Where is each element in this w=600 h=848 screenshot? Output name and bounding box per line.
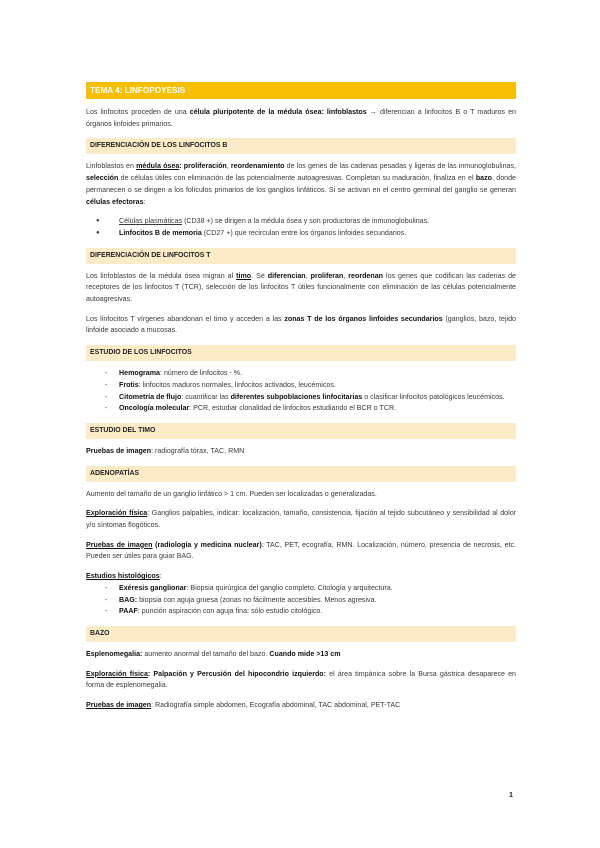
- section-header-linfocitos-b: DIFERENCIACIÓN DE LOS LINFOCITOS B: [86, 138, 516, 154]
- celulas-efectoras-list: [86, 216, 516, 239]
- list-item: - Frotis: linfocitos maduros normales, linfocitos activados, leucémicos.: [86, 380, 516, 392]
- adenopatias-paragraph-3: Pruebas de imagen (radiología y medicina nuclear): TAC, PET, ecografía, RMN. Localización, número, presencia de necrosis, etc. Pueden ser útiles para guiar BAG.: [86, 540, 516, 561]
- dash-icon: -: [105, 380, 108, 389]
- section-header-estudio-linfocitos: ESTUDIO DE LOS LINFOCITOS: [86, 345, 516, 361]
- list-item: - BAG: biopsia con aguja gruesa (zonas no fácilmente accesibles. Menos agresiva.: [86, 595, 516, 607]
- dash-icon: -: [105, 369, 108, 378]
- list-item: ● Linfocitos B de memoria (CD27 +) que recirculan entre los órganos linfoides secundarios.: [86, 228, 516, 240]
- estudio-linfocitos-list: [86, 368, 516, 415]
- bazo-paragraph-3: Pruebas de imagen: Radiografía simple abdomen, Ecografía abdominal, TAC abdominal, PET-TAC: [86, 701, 401, 710]
- dash-icon: -: [105, 607, 108, 616]
- section-header-bazo: BAZO: [86, 626, 516, 642]
- linfocitos-t-paragraph-1: Los linfoblastos de la médula ósea migran al timo. Se diferencian, proliferan, reordenan los genes que codifican las cadenas de receptores de los linfocitos T (TCR), selección de los linfocitos T útiles funcionalmente con eliminación de las células potencialmente autoagresivas.: [86, 271, 516, 304]
- dash-icon: -: [105, 392, 108, 401]
- page-title: TEMA 4: LINFOPOYESIS: [86, 82, 516, 99]
- section-header-estudio-timo: ESTUDIO DEL TIMO: [86, 423, 516, 439]
- dash-icon: -: [105, 583, 108, 592]
- estudios-histologicos-list: [86, 583, 516, 618]
- bazo-paragraph-2: Exploración física: Palpación y Percusión del hipocondrio izquierdo: el área timpánica sobre la Bursa gástrica desaparece en forma de esplenomegalia.: [86, 669, 516, 690]
- section-header-linfocitos-t: DIFERENCIACIÓN DE LINFOCITOS T: [86, 248, 516, 264]
- dash-icon: -: [105, 404, 108, 413]
- page-number: 1: [509, 790, 513, 799]
- bullet-icon: ●: [96, 218, 100, 225]
- adenopatias-paragraph-1: Aumento del tamaño de un ganglio linfático > 1 cm. Pueden ser localizadas o generalizadas.: [86, 489, 377, 498]
- estudio-timo-paragraph: Pruebas de imagen: radiografía tórax, TAC, RMN: [86, 446, 245, 455]
- page-content: [86, 82, 516, 720]
- adenopatias-paragraph-4: Estudios histológicos:: [86, 572, 162, 581]
- linfocitos-b-paragraph: Linfoblastos en médula ósea: proliferación, reordenamiento de los genes de las cadenas pesadas y ligeras de las inmunoglobulinas, selección de células útiles con eliminación de las potencialmente autoagresivas. Completan su maduración, finaliza en el bazo, donde permanecen o se dirigen a los folículos primarios de los ganglios linfáticos. Si se activan en el centro germinal del ganglio se generan células efectoras:: [86, 162, 516, 206]
- list-item: - PAAF: punción aspiración con aguja fina: sólo estudio citológico.: [86, 606, 516, 618]
- bullet-icon: ●: [96, 229, 100, 236]
- bazo-paragraph-1: Esplenomegalia: aumento anormal del tamaño del bazo. Cuando mide >13 cm: [86, 649, 341, 658]
- intro-paragraph: Los linfocitos proceden de una célula pluripotente de la médula ósea: linfoblastos → diferencian a linfocitos B o T maduros en órganos linfoides primarios.: [86, 108, 516, 128]
- adenopatias-paragraph-2: Exploración física: Ganglios palpables, indicar: localización, tamaño, consistencia, fijación al tejido subcutáneo y sensibilidad al dolor y/o síntomas flogóticos.: [86, 509, 517, 530]
- section-header-adenopatias: ADENOPATÍAS: [86, 466, 516, 482]
- dash-icon: -: [105, 595, 108, 604]
- list-item: - Exéresis ganglionar: Biopsia quirúrgica del ganglio completo. Citología y arquitectura.: [86, 583, 516, 595]
- linfocitos-t-paragraph-2: Los linfocitos T vírgenes abandonan el timo y acceden a las zonas T de los órganos linfoides secundarios (ganglios, bazo, tejido linfoide asociado a mucosas.: [86, 314, 517, 335]
- list-item: ● Células plasmáticas (CD38 +) se dirigen a la médula ósea y son productoras de inmunoglobulinas.: [86, 216, 516, 228]
- list-item: - Hemograma: número de linfocitos - %.: [86, 368, 516, 380]
- list-item: - Oncología molecular: PCR, estudiar clonalidad de linfocitos estudiando el BCR o TCR.: [86, 403, 516, 415]
- list-item: - Citometría de flujo: cuantificar las diferentes subpoblaciones linfocitarias o clasificar linfocitos patológicos leucémicos.: [86, 392, 516, 404]
